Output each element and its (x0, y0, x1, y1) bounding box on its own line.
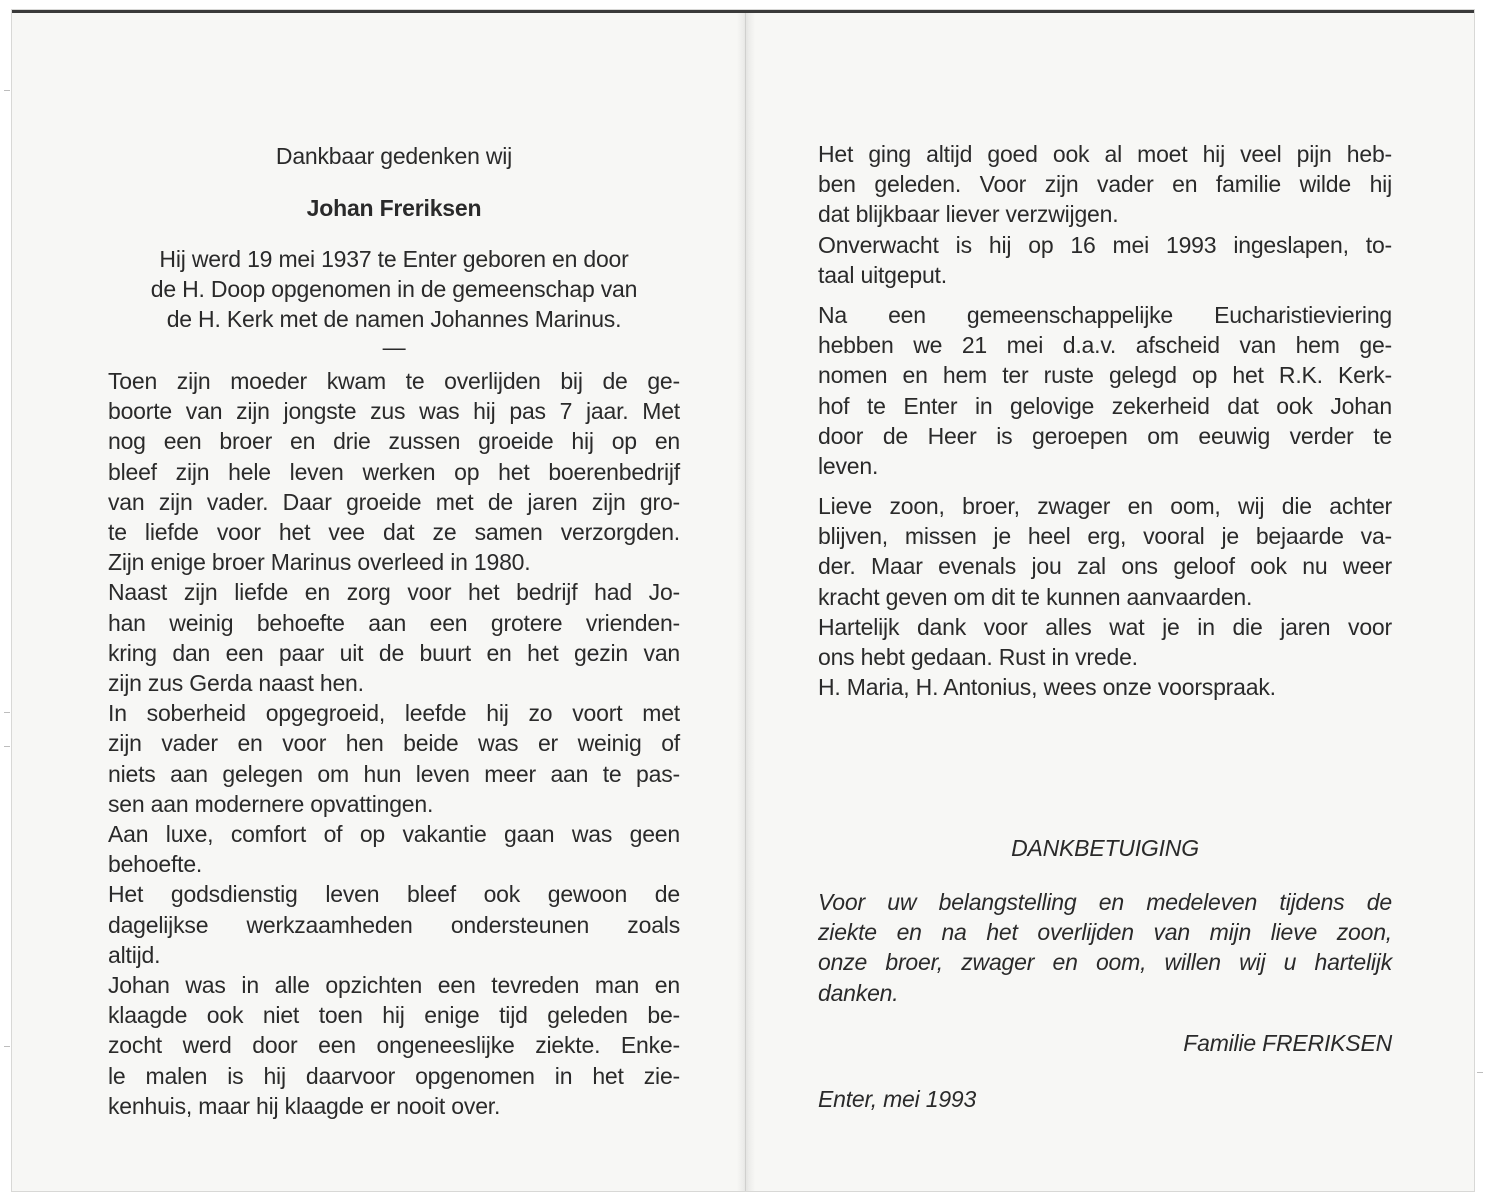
scan-mark (4, 90, 10, 91)
bio-line: bleef zijn hele leven werken op het boerenbedrijf (108, 458, 680, 485)
bio-line: Naast zijn liefde en zorg voor het bedrijf had Jo- (108, 579, 680, 606)
text-line: nomen en hem ter ruste gelegd op het R.K. Kerk- (818, 362, 1392, 389)
text-line: dat blijkbaar liever verzwijgen. (818, 201, 1119, 228)
thanks-line: danken. (818, 979, 899, 1006)
bio-line: sen aan modernere opvattingen. (108, 790, 434, 817)
scan-mark (4, 746, 10, 747)
bio-line: boorte van zijn jongste zus was hij pas 7 jaar. Met (108, 398, 680, 425)
deceased-name: Johan Freriksen (306, 195, 482, 221)
divider-dash: — (382, 334, 406, 360)
biography-paragraph (108, 366, 680, 1121)
bio-line: In soberheid opgegroeid, leefde hij zo voort met (108, 700, 680, 727)
bio-line: Johan was in alle opzichten een tevreden man en (108, 972, 680, 999)
birth-line: de H. Doop opgenomen in de gemeenschap van (150, 276, 638, 303)
left-page (108, 13, 680, 1191)
place-date: Enter, mei 1993 (818, 1086, 977, 1112)
text-line: Lieve zoon, broer, zwager en oom, wij die achter (818, 493, 1392, 519)
funeral-paragraph (818, 300, 1392, 481)
text-line: Het ging altijd goed ook al moet hij veel pijn heb- (818, 141, 1392, 167)
bio-line: behoefte. (108, 851, 203, 878)
bio-line: van zijn vader. Daar groeide met de jaren zijn gro- (108, 488, 680, 515)
text-line: hof te Enter in gelovige zekerheid dat ook Johan (818, 392, 1392, 419)
scan-mark (4, 1046, 10, 1047)
intro-heading: Dankbaar gedenken wij (275, 143, 513, 169)
text-line: Onverwacht is hij op 16 mei 1993 ingeslapen, to- (818, 231, 1392, 258)
bio-line: kring dan een paar uit de buurt en het gezin van (108, 639, 680, 666)
bio-line: Zijn enige broer Marinus overleed in 1980. (108, 549, 531, 576)
bio-line: Het godsdienstig leven bleef ook gewoon de (108, 881, 680, 908)
thanks-line: ziekte en na het overlijden van mijn lieve zoon, (818, 919, 1392, 946)
text-line: ben geleden. Voor zijn vader en familie wilde hij (818, 171, 1392, 198)
thanks-heading: DANKBETUIGING (1011, 835, 1199, 861)
text-line: der. Maar evenals jou zal ons geloof ook nu weer (818, 553, 1392, 580)
bio-line: kenhuis, maar hij klaagde er nooit over. (108, 1092, 501, 1119)
text-line: hebben we 21 mei d.a.v. afscheid van hem ge- (818, 332, 1392, 359)
bio-line: Aan luxe, comfort of op vakantie gaan was geen (108, 821, 680, 848)
illness-paragraph (818, 139, 1392, 290)
bio-line: zijn vader en voor hen beide was er weinig of (108, 730, 680, 757)
card-fold (737, 13, 755, 1191)
bio-line: niets aan gelegen om hun leven meer aan te pas- (108, 760, 680, 787)
text-line: kracht geven om dit te kunnen aanvaarden. (818, 583, 1253, 610)
birth-line: Hij werd 19 mei 1937 te Enter geboren en door (159, 246, 629, 272)
text-line: leven. (818, 453, 879, 480)
bio-line: le malen is hij daarvoor opgenomen in het zie- (108, 1062, 680, 1089)
bio-line: altijd. (108, 941, 161, 968)
scan-mark (1477, 1072, 1483, 1073)
family-signature: Familie FRERIKSEN (1183, 1030, 1392, 1056)
bio-line: Toen zijn moeder kwam te overlijden bij de ge- (108, 368, 680, 394)
text-line: blijven, missen je heel erg, vooral je bejaarde va- (818, 523, 1392, 550)
bio-line: zijn zus Gerda naast hen. (108, 670, 364, 697)
scan-mark (4, 712, 10, 713)
right-page (818, 13, 1392, 1191)
bio-line: te liefde voor het vee dat ze samen verzorgden. (108, 519, 680, 546)
text-line: door de Heer is geroepen om eeuwig verder te (818, 422, 1392, 449)
bio-line: han weinig behoefte aan een grotere vrienden- (108, 609, 680, 636)
bio-line: dagelijkse werkzaamheden ondersteunen zoals (108, 911, 680, 938)
thanks-paragraph (818, 887, 1392, 1008)
bio-line: nog een broer en drie zussen groeide hij op en (108, 428, 680, 455)
birth-line: de H. Kerk met de namen Johannes Marinus. (166, 306, 622, 333)
thanks-line: onze broer, zwager en oom, willen wij u hartelijk (818, 949, 1392, 976)
text-line: Na een gemeenschappelijke Eucharistieviering (818, 302, 1392, 328)
farewell-paragraph (818, 491, 1392, 702)
bio-line: zocht werd door een ongeneeslijke ziekte. Enke- (108, 1032, 680, 1059)
text-line: Hartelijk dank voor alles wat je in die jaren voor (818, 613, 1392, 640)
memorial-card (12, 10, 1474, 1191)
thanks-line: Voor uw belangstelling en medeleven tijdens de (818, 889, 1392, 915)
text-line: H. Maria, H. Antonius, wees onze voorspraak. (818, 674, 1276, 701)
birth-paragraph (108, 244, 680, 335)
bio-line: klaagde ook niet toen hij enige tijd geleden be- (108, 1002, 680, 1029)
text-line: ons hebt gedaan. Rust in vrede. (818, 644, 1138, 671)
text-line: taal uitgeput. (818, 261, 947, 288)
